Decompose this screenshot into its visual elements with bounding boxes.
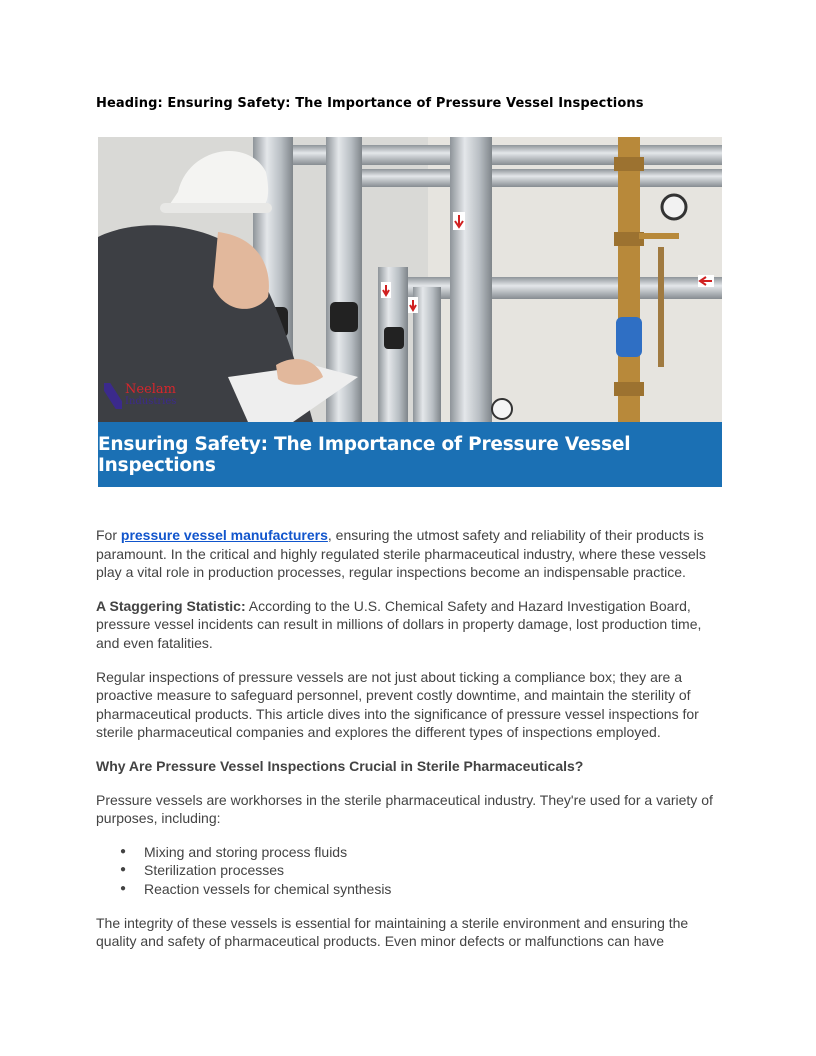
uses-paragraph: Pressure vessels are workhorses in the sterile pharmaceutical industry. They're used for a variety of purposes, including: [96, 791, 713, 827]
list-item: ● Reaction vessels for chemical synthesis [144, 880, 718, 899]
integrity-paragraph: The integrity of these vessels is essential for maintaining a sterile environment and ensuring the quality and safety of pharmaceutical products. Even minor defects or malfunctions can have [96, 914, 689, 950]
document-heading: Heading: Ensuring Safety: The Importance of Pressure Vessel Inspections [96, 96, 644, 111]
article-body [96, 526, 718, 966]
uses-list [96, 843, 718, 899]
intro-text: , ensuring the utmost safety and reliability of their products is paramount. In the critical and highly regulated sterile pharmaceutical industry, where these vessels play a vital role in production processes, regular inspections become an indispensable practice. [96, 527, 706, 581]
statistic-text: According to the U.S. Chemical Safety and Hazard Investigation Board, pressure vessel incidents can result in millions of dollars in property damage, lost production time, and even fatalities. [96, 597, 702, 651]
list-item: ● Mixing and storing process fluids [144, 843, 718, 862]
logo-name: Neelam [125, 382, 176, 397]
intro-prefix: For [96, 527, 121, 543]
logo-mark-icon [104, 383, 122, 409]
statistic-paragraph [96, 597, 718, 653]
hero-image [98, 137, 722, 487]
intro-paragraph [96, 526, 718, 582]
section-subheading [96, 757, 718, 776]
company-logo [104, 383, 176, 409]
manufacturers-link[interactable]: pressure vessel manufacturers [120, 527, 328, 543]
logo-sub: Industries [125, 396, 177, 407]
inspection-photo [98, 137, 722, 422]
list-item: ● Sterilization processes [144, 861, 718, 880]
subheading-text: Why Are Pressure Vessel Inspections Crucial in Sterile Pharmaceuticals? [96, 757, 584, 774]
banner-title: Ensuring Safety: The Importance of Pressure Vessel Inspections [98, 433, 631, 476]
statistic-label: A Staggering Statistic: [96, 597, 246, 614]
overview-paragraph: Regular inspections of pressure vessels are not just about ticking a compliance box; they are a proactive measure to safeguard personnel, prevent costly downtime, and maintain the sterility of pharmaceutical products. This article dives into the significance of pressure vessel inspections for sterile pharmaceutical companies and explores the different types of inspections employed. [96, 668, 699, 741]
hero-banner [98, 422, 722, 487]
